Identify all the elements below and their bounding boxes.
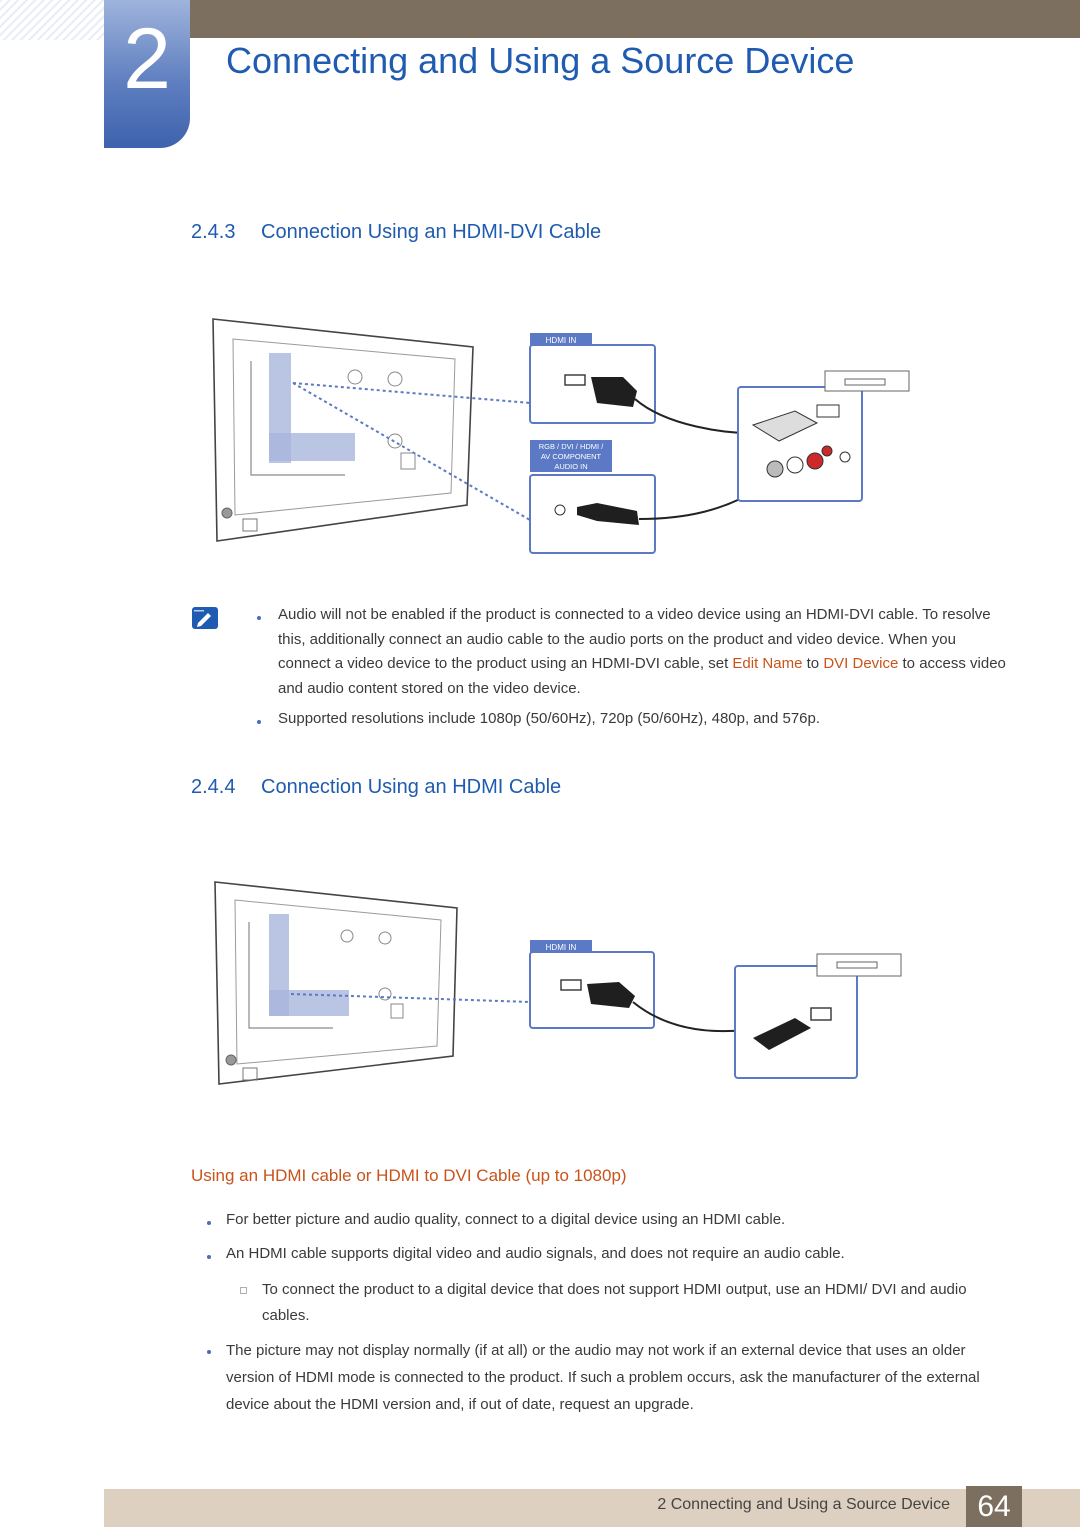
section-heading-hdmi-dvi <box>191 221 601 244</box>
port-label-audio-line2: AV COMPONENT <box>540 452 602 461</box>
hdmi-in-port-callout <box>530 940 745 1031</box>
header-stripes <box>0 0 104 40</box>
section-number: 2.4.4 <box>191 776 236 798</box>
note-pencil-icon <box>192 607 218 629</box>
edit-name-highlight: Edit Name <box>732 655 803 672</box>
bullet-hdmi-digital-signals: An HDMI cable supports digital video and audio signals, and does not require an audio cable. <box>226 1245 845 1262</box>
subsection-heading: Using an HDMI cable or HDMI to DVI Cable (up to 1080p) <box>191 1166 627 1185</box>
dot-bullet <box>207 1221 211 1225</box>
source-device-callout <box>738 371 909 501</box>
bullet-hdmi-version: The picture may not display normally (if at all) or the audio may not work if an external device that uses an older version of HDMI mode is connected to the product. If such a problem occurs, ask the manufacturer of the external device about the HDMI version and, if out of date, request an upgrade. <box>226 1342 980 1413</box>
display-back-panel-illustration <box>215 882 457 1084</box>
port-label-audio-line1: RGB / DVI / HDMI / <box>538 442 604 451</box>
source-device-callout <box>735 954 901 1078</box>
page-number: 64 <box>966 1486 1022 1527</box>
note-paragraph-resolutions: Supported resolutions include 1080p (50/60Hz), 720p (50/60Hz), 480p, and 576p. <box>278 710 821 727</box>
chapter-title: Connecting and Using a Source Device <box>226 40 855 81</box>
note-text-after: to access video and audio content stored on the video device. <box>278 655 1006 697</box>
note-text-middle: to <box>802 655 824 672</box>
dot-bullet <box>207 1350 211 1354</box>
audio-in-port-callout <box>530 440 765 553</box>
square-bullet <box>240 1287 247 1294</box>
port-label-audio-line3: AUDIO IN <box>554 462 588 471</box>
hdmi-in-port-callout <box>530 333 765 433</box>
header-bar <box>190 0 1080 38</box>
dot-bullet <box>257 720 261 724</box>
section-title: Connection Using an HDMI Cable <box>261 776 562 798</box>
sub-bullet-hdmi-dvi-audio: To connect the product to a digital device that does not support HDMI output, use an HDMI/ DVI and audio cables. <box>262 1281 967 1324</box>
port-label-hdmi: HDMI IN <box>545 336 577 345</box>
display-back-panel-illustration <box>213 319 473 541</box>
note-paragraph-audio <box>278 603 1008 701</box>
port-label-hdmi: HDMI IN <box>545 943 577 952</box>
section-number: 2.4.3 <box>191 221 236 243</box>
dvi-device-highlight: DVI Device <box>823 655 899 672</box>
footer-chapter-label: 2 Connecting and Using a Source Device <box>657 1496 950 1513</box>
bullet-hdmi-quality: For better picture and audio quality, connect to a digital device using an HDMI cable. <box>226 1211 786 1228</box>
hdmi-dvi-connection-diagram <box>205 315 925 565</box>
section-title: Connection Using an HDMI-DVI Cable <box>261 221 602 243</box>
dot-bullet <box>257 616 261 620</box>
chapter-number: 2 <box>123 11 171 107</box>
section-heading-hdmi <box>191 776 561 799</box>
dot-bullet <box>207 1255 211 1259</box>
hdmi-connection-diagram <box>205 878 925 1093</box>
note-text-before: Audio will not be enabled if the product is connected to a video device using an HDMI-DVI cable. To resolve this, additionally connect an audio cable to the audio ports on the product and video device. When you connect a video device to the product using an HDMI-DVI cable, set <box>278 606 991 672</box>
